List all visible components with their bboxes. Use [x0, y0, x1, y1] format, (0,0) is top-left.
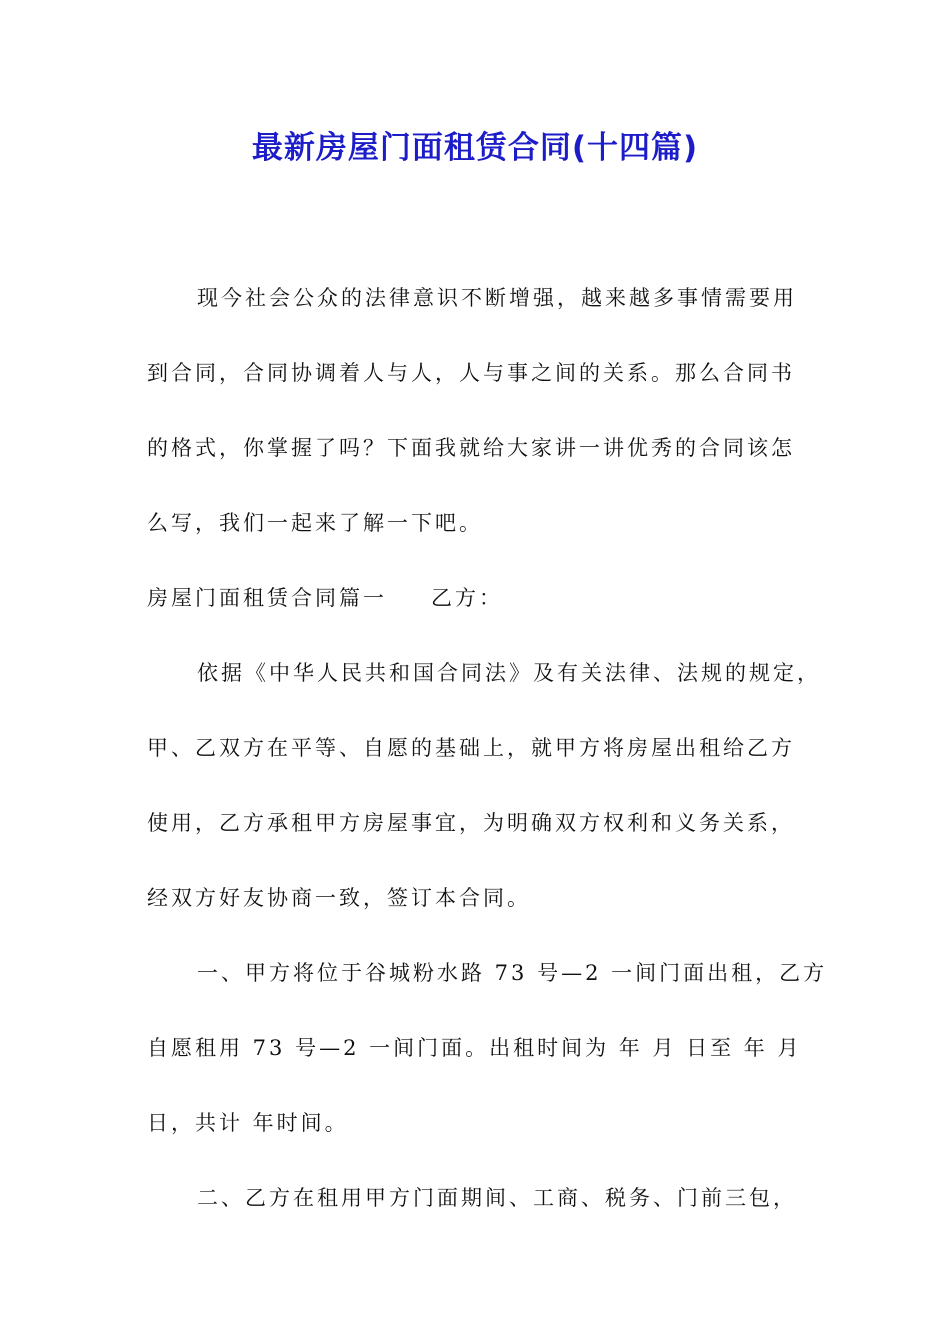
- document-title: 最新房屋门面租赁合同(十四篇): [251, 130, 699, 166]
- paragraph-line: 自愿租用 73 号—2 一间门面。出租时间为 年 月 日至 年 月: [147, 1036, 802, 1060]
- paragraph-line: 一、甲方将位于谷城粉水路 73 号—2 一间门面出租，乙方: [197, 961, 828, 985]
- party-b-label: 乙方：: [431, 586, 503, 610]
- section-heading: 房屋门面租赁合同篇一: [147, 586, 387, 610]
- paragraph-line: 现今社会公众的法律意识不断增强，越来越多事情需要用: [197, 286, 797, 310]
- paragraph-line: 到合同，合同协调着人与人，人与事之间的关系。那么合同书: [147, 361, 795, 385]
- paragraph-line: 经双方好友协商一致，签订本合同。: [147, 886, 531, 910]
- paragraph-line: 使用，乙方承租甲方房屋事宜，为明确双方权利和义务关系，: [147, 811, 795, 835]
- paragraph-line: 依据《中华人民共和国合同法》及有关法律、法规的规定，: [197, 661, 821, 685]
- paragraph-line: 么写，我们一起来了解一下吧。: [147, 511, 483, 535]
- paragraph-line: 日，共计 年时间。: [147, 1111, 349, 1135]
- document-body: [147, 261, 827, 1236]
- paragraph-line: 二、乙方在租用甲方门面期间、工商、税务、门前三包，: [197, 1186, 797, 1210]
- paragraph-line: 的格式，你掌握了吗？下面我就给大家讲一讲优秀的合同该怎: [147, 436, 795, 460]
- paragraph-line: 甲、乙双方在平等、自愿的基础上，就甲方将房屋出租给乙方: [147, 736, 795, 760]
- section-heading-line: [147, 561, 827, 636]
